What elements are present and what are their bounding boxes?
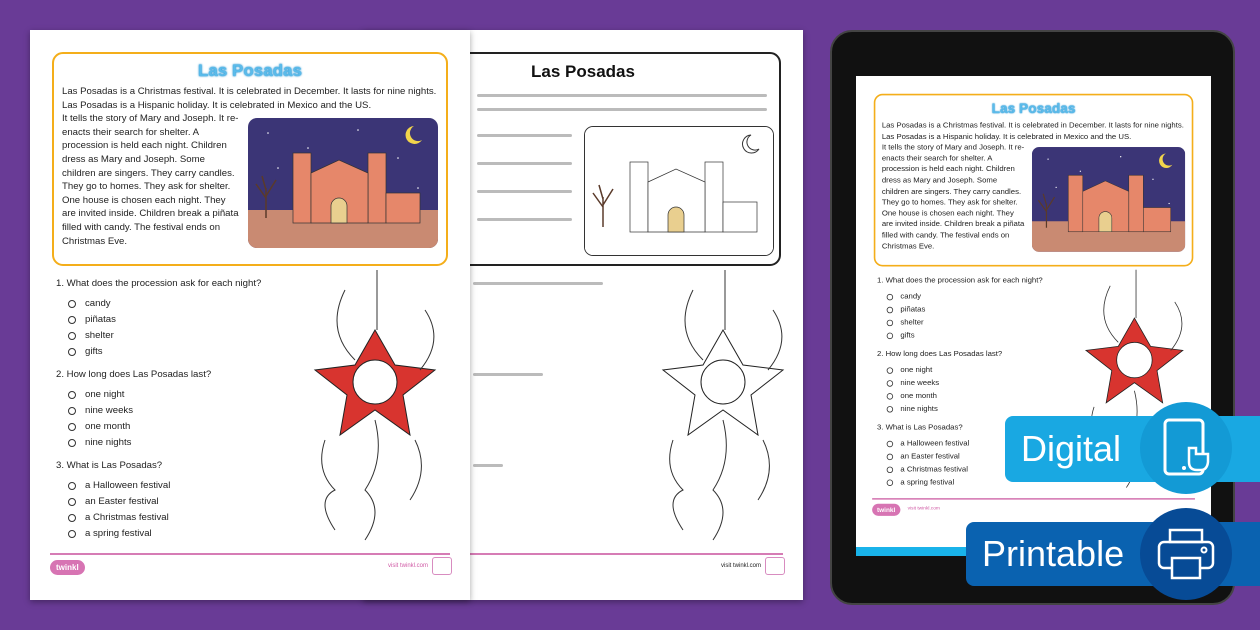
- digital-tag: [1005, 416, 1260, 482]
- option-label: a Christmas festival: [900, 464, 968, 474]
- visit-link[interactable]: visit twinkl.com: [720, 563, 761, 569]
- reading-passage-box: [874, 94, 1194, 267]
- option-label: gifts: [85, 346, 103, 357]
- passage-body: It tells the story of Mary and Joseph. It re-enacts their search for shelter. A procession is held each night. Children dress as Mary and Joseph. Some children are singers. They carry candles. They go to homes. They ask for shelter. One house is chosen each night. They are invited inside. Children break a piñata filled with candy. The festival ends on Christmas Eve.: [62, 113, 239, 247]
- footer-divider: [872, 498, 1195, 500]
- printable-label: Printable: [982, 533, 1125, 574]
- text-fragment: [477, 94, 767, 97]
- option-label: one night: [900, 365, 933, 375]
- radio-circle-icon[interactable]: [887, 406, 893, 412]
- option-label: an Easter festival: [900, 452, 960, 461]
- answer-option[interactable]: [68, 328, 470, 344]
- text-fragment: [477, 162, 572, 165]
- option-label: a spring festival: [900, 477, 955, 487]
- option-label: one night: [85, 389, 125, 400]
- reading-passage-box: [52, 52, 448, 266]
- question-text: 3. What is Las Posadas?: [56, 460, 163, 471]
- option-label: a Christmas festival: [85, 512, 169, 523]
- option-label: gifts: [900, 331, 915, 340]
- worksheet-title: Las Posadas: [991, 101, 1076, 117]
- option-label: nine nights: [85, 437, 132, 448]
- radio-circle-icon[interactable]: [887, 454, 893, 460]
- radio-circle-icon[interactable]: [68, 300, 76, 308]
- passage-intro: Las Posadas is a Christmas festival. It is celebrated in December. It lasts for nine nights. Las Posadas is a Hispanic holiday. It is celebrated in Mexico and the US.: [62, 86, 437, 111]
- radio-circle-icon[interactable]: [887, 467, 893, 473]
- visit-link[interactable]: visit twinkl.com: [907, 506, 940, 511]
- answer-option[interactable]: [887, 304, 1211, 317]
- question-group: [56, 367, 470, 451]
- answer-option[interactable]: [887, 316, 1211, 329]
- twinkl-logo: twinkl: [50, 560, 85, 575]
- printable-tag: [966, 522, 1260, 586]
- tablet-touch-icon: [1140, 402, 1232, 494]
- radio-circle-icon[interactable]: [68, 316, 76, 324]
- quality-badge-icon: [432, 557, 452, 575]
- radio-circle-icon[interactable]: [887, 380, 893, 386]
- option-label: candy: [900, 292, 922, 302]
- question-group: [877, 275, 1211, 343]
- text-fragment: [473, 464, 503, 467]
- option-label: candy: [85, 298, 111, 309]
- radio-circle-icon[interactable]: [68, 423, 76, 431]
- quality-badge-icon: [765, 557, 785, 575]
- answer-option[interactable]: [68, 494, 470, 510]
- radio-circle-icon[interactable]: [68, 439, 76, 447]
- option-label: an Easter festival: [85, 496, 159, 507]
- passage-intro: Las Posadas is a Christmas festival. It is celebrated in December. It lasts for nine nights. Las Posadas is a Hispanic holiday. It is celebrated in Mexico and the US.: [881, 121, 1184, 142]
- option-label: a spring festival: [85, 528, 152, 539]
- answer-option[interactable]: [68, 387, 470, 403]
- option-label: nine weeks: [85, 405, 133, 416]
- radio-circle-icon[interactable]: [68, 332, 76, 340]
- text-fragment: [477, 134, 572, 137]
- passage-body: It tells the story of Mary and Joseph. It re-enacts their search for shelter. A procession is held each night. Children dress as Mary and Joseph. Some children are singers. They carry candles. They go to homes. They ask for shelter. One house is chosen each night. They are invited inside. Children break a piñata filled with candy. The festival ends on Christmas Eve.: [881, 143, 1025, 251]
- answer-option[interactable]: [68, 296, 470, 312]
- answer-option[interactable]: [68, 526, 470, 542]
- footer-divider: [50, 553, 450, 555]
- printer-icon: [1140, 508, 1232, 600]
- question-text: 2. How long does Las Posadas last?: [876, 349, 1003, 359]
- radio-circle-icon[interactable]: [68, 498, 76, 506]
- option-label: nine nights: [900, 404, 938, 414]
- radio-circle-icon[interactable]: [887, 294, 893, 300]
- radio-circle-icon[interactable]: [68, 348, 76, 356]
- worksheet-title: Las Posadas: [198, 61, 302, 80]
- radio-circle-icon[interactable]: [887, 480, 893, 486]
- option-label: a Halloween festival: [900, 439, 970, 449]
- radio-circle-icon[interactable]: [68, 530, 76, 538]
- text-fragment: [477, 108, 767, 111]
- radio-circle-icon[interactable]: [887, 441, 893, 447]
- question-group: [877, 348, 1211, 416]
- church-illustration: [1032, 147, 1185, 252]
- text-fragment: [477, 190, 572, 193]
- answer-option[interactable]: [887, 329, 1211, 342]
- worksheet-page-color: [30, 30, 470, 600]
- radio-circle-icon[interactable]: [68, 391, 76, 399]
- answer-option[interactable]: [887, 390, 1211, 403]
- option-label: shelter: [85, 330, 114, 341]
- answer-option[interactable]: [68, 510, 470, 526]
- radio-circle-icon[interactable]: [887, 333, 893, 339]
- question-text: 1. What does the procession ask for each night?: [876, 276, 1043, 286]
- pinata-illustration: [633, 270, 813, 545]
- radio-circle-icon[interactable]: [887, 367, 893, 373]
- radio-circle-icon[interactable]: [887, 393, 893, 399]
- option-label: piñatas: [900, 305, 926, 315]
- radio-circle-icon[interactable]: [68, 407, 76, 415]
- question-text: 1. What does the procession ask for each night?: [56, 278, 262, 289]
- question-text: 3. What is Las Posadas?: [876, 423, 963, 432]
- worksheet-title: Las Posadas: [531, 62, 635, 81]
- church-illustration: [248, 118, 438, 248]
- option-label: piñatas: [85, 314, 116, 325]
- option-label: a Halloween festival: [85, 480, 171, 491]
- answer-option[interactable]: [887, 291, 1211, 304]
- radio-circle-icon[interactable]: [68, 514, 76, 522]
- answer-option[interactable]: [887, 377, 1211, 390]
- answer-option[interactable]: [68, 419, 470, 435]
- question-group: [56, 276, 470, 360]
- answer-option[interactable]: [68, 478, 470, 494]
- visit-link[interactable]: visit twinkl.com: [387, 563, 428, 569]
- digital-label: Digital: [1021, 428, 1122, 469]
- radio-circle-icon[interactable]: [68, 482, 76, 490]
- answer-option[interactable]: [68, 435, 470, 451]
- answer-option[interactable]: [68, 312, 470, 328]
- text-fragment: [473, 282, 603, 285]
- option-label: shelter: [900, 318, 924, 327]
- question-group: [56, 458, 470, 542]
- answer-option[interactable]: [68, 403, 470, 419]
- answer-option[interactable]: [68, 344, 470, 360]
- option-label: one month: [900, 391, 937, 401]
- radio-circle-icon[interactable]: [887, 320, 893, 326]
- radio-circle-icon[interactable]: [887, 307, 893, 313]
- option-label: one month: [85, 421, 131, 432]
- church-illustration: [584, 126, 774, 256]
- question-text: 2. How long does Las Posadas last?: [56, 369, 212, 380]
- questions-list: [56, 276, 470, 542]
- answer-option[interactable]: [887, 364, 1211, 377]
- text-fragment: [477, 218, 572, 221]
- twinkl-logo: twinkl: [872, 504, 900, 516]
- option-label: nine weeks: [900, 378, 940, 388]
- text-fragment: [473, 373, 543, 376]
